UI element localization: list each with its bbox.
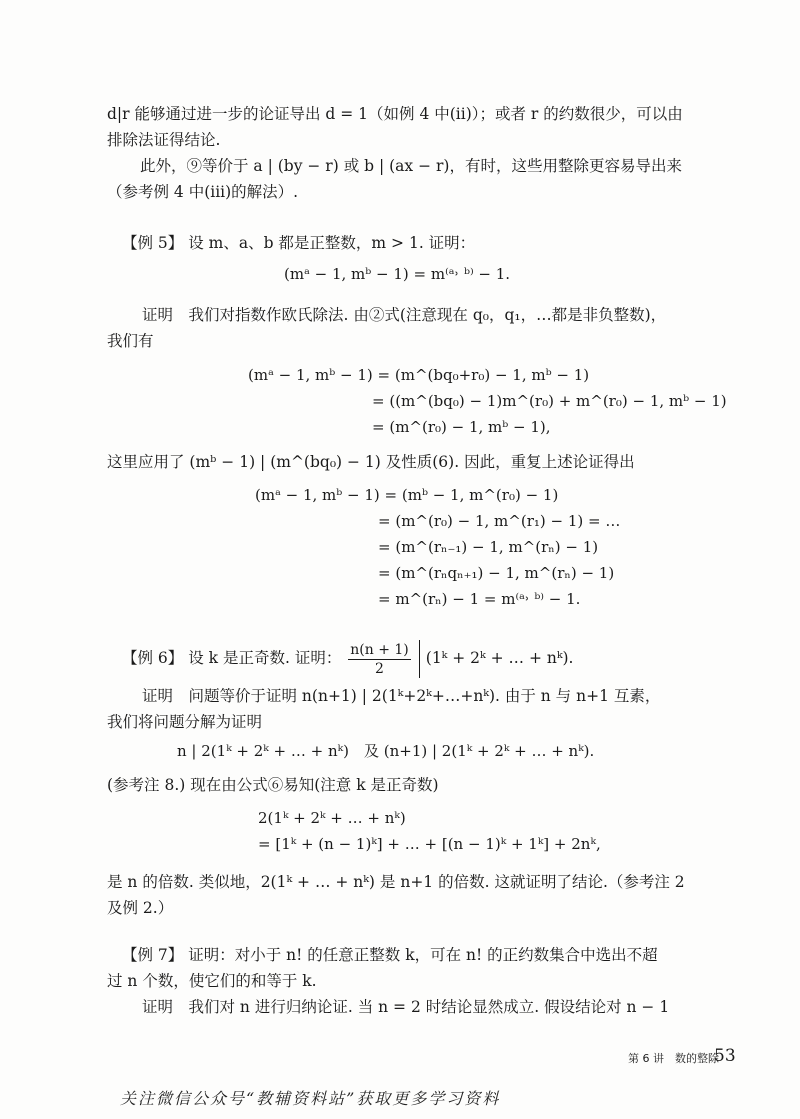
equation-line: 2(1ᵏ + 2ᵏ + … + nᵏ) bbox=[258, 809, 406, 827]
example-6-heading bbox=[122, 640, 573, 678]
example-7-heading: 【例 7】 证明：对小于 n! 的任意正整数 k，可在 n! 的正约数集合中选出不超 bbox=[122, 946, 658, 964]
divides-bar bbox=[419, 640, 420, 678]
fraction-numerator: n(n + 1) bbox=[350, 641, 409, 658]
page-number: 53 bbox=[714, 1046, 736, 1066]
text-line: (参考注 8.) 现在由公式⑥易知(注意 k 是正奇数) bbox=[107, 776, 439, 794]
example-6-label: 【例 6】 设 k 是正奇数. 证明： bbox=[122, 649, 342, 667]
watermark-text: 关注微信公众号“教辅资料站”获取更多学习资料 bbox=[120, 1089, 501, 1108]
proof-line: 证明 我们对指数作欧氏除法. 由②式(注意现在 q₀，q₁，…都是非负整数)， bbox=[142, 306, 667, 324]
equation-line: = (m^(rₙ₋₁) − 1, m^(rₙ) − 1) bbox=[378, 538, 599, 556]
equation-line: n | 2(1ᵏ + 2ᵏ + … + nᵏ) 及 (n+1) | 2(1ᵏ + 2ᵏ + … + nᵏ). bbox=[177, 742, 595, 760]
proof-line: 证明 我们对 n 进行归纳论证. 当 n = 2 时结论显然成立. 假设结论对 n − 1 bbox=[142, 998, 670, 1016]
text-line: 此外，⑨等价于 a | (by − r) 或 b | (ax − r)，有时，这些用整除更容易导出来 bbox=[140, 157, 682, 175]
text-line: 是 n 的倍数. 类似地，2(1ᵏ + … + nᵏ) 是 n+1 的倍数. 这就证明了结论.（参考注 2 bbox=[107, 873, 685, 891]
text-line: d|r 能够通过进一步的论证导出 d = 1（如例 4 中(ii)）；或者 r 的约数很少，可以由 bbox=[107, 105, 683, 123]
text-line: 我们将问题分解为证明 bbox=[107, 713, 263, 731]
equation-line: (mᵃ − 1, mᵇ − 1) = (mᵇ − 1, m^(r₀) − 1) bbox=[255, 486, 559, 504]
text-line: 我们有 bbox=[107, 332, 154, 350]
equation-line: = (m^(rₙqₙ₊₁) − 1, m^(rₙ) − 1) bbox=[378, 564, 615, 582]
text-line: 过 n 个数，使它们的和等于 k. bbox=[107, 972, 317, 990]
text-line: 这里应用了 (mᵇ − 1) | (m^(bq₀) − 1) 及性质(6). 因此，重复上述论证得出 bbox=[107, 453, 635, 471]
proof-line: 证明 问题等价于证明 n(n+1) | 2(1ᵏ+2ᵏ+…+nᵏ). 由于 n 与 n+1 互素， bbox=[142, 687, 661, 705]
example-6-expression: (1ᵏ + 2ᵏ + … + nᵏ). bbox=[425, 649, 574, 667]
equation-line: = [1ᵏ + (n − 1)ᵏ] + … + [(n − 1)ᵏ + 1ᵏ] + 2nᵏ, bbox=[258, 835, 601, 853]
text-line: （参考例 4 中(iii)的解法）. bbox=[107, 183, 299, 201]
equation-line: = (m^(r₀) − 1, m^(r₁) − 1) = … bbox=[378, 512, 621, 530]
equation-line: = m^(rₙ) − 1 = m⁽ᵃ˒ ᵇ⁾ − 1. bbox=[378, 590, 581, 608]
equation-line: (mᵃ − 1, mᵇ − 1) = (m^(bq₀+r₀) − 1, mᵇ − 1) bbox=[248, 366, 590, 384]
text-line: 排除法证得结论. bbox=[107, 131, 221, 149]
chapter-label: 第 6 讲 数的整除 bbox=[628, 1052, 719, 1065]
display-equation: (mᵃ − 1, mᵇ − 1) = m⁽ᵃ˒ ᵇ⁾ − 1. bbox=[284, 265, 511, 283]
equation-line: = ((m^(bq₀) − 1)m^(r₀) + m^(r₀) − 1, mᵇ − 1) bbox=[372, 392, 727, 410]
equation-line: = (m^(r₀) − 1, mᵇ − 1), bbox=[372, 418, 551, 436]
text-line: 及例 2.） bbox=[107, 899, 174, 917]
example-5-heading: 【例 5】 设 m、a、b 都是正整数，m > 1. 证明： bbox=[122, 234, 476, 252]
fraction bbox=[348, 641, 411, 678]
fraction-denominator: 2 bbox=[375, 660, 384, 677]
